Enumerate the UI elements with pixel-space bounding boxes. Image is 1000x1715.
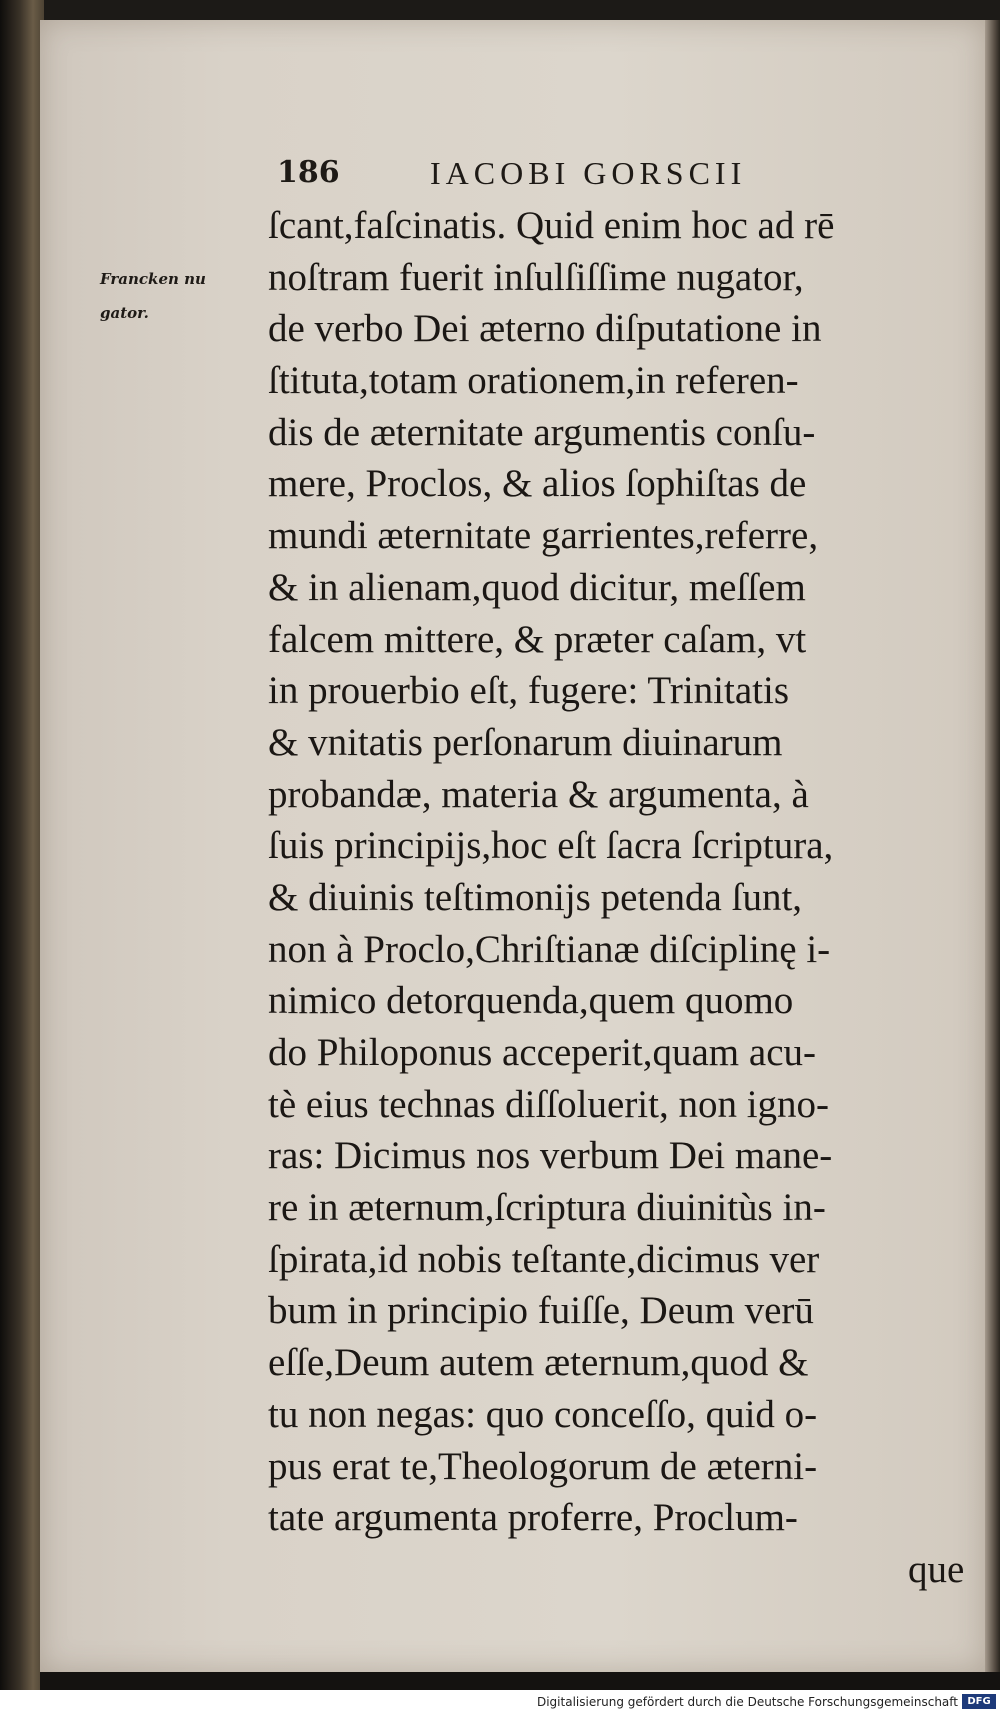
text-line: & diuinis teſtimonijs petenda ſunt, — [268, 875, 803, 919]
running-head — [40, 155, 985, 205]
marginal-note — [100, 262, 250, 330]
text-line: bum in principio fuiſſe, Deum verū — [268, 1289, 814, 1333]
dfg-logo: DFG — [962, 1694, 996, 1709]
text-line: ſuis principijs,hoc eſt ſacra ſcriptura, — [268, 824, 834, 868]
text-line: do Philoponus acceperit,quam acu- — [268, 1031, 816, 1074]
text-line: tate argumenta proferre, Proclum- — [268, 1496, 798, 1540]
running-title: IACOBI GORSCII — [430, 155, 747, 191]
text-line: & in alienam,quod dicitur, meſſem — [268, 565, 806, 609]
text-line: non à Proclo,Chriſtianæ diſciplinę i- — [268, 927, 831, 971]
body-text — [268, 203, 983, 1599]
page-edge-right — [985, 20, 1000, 1672]
text-line: mere, Proclos, & alios ſophiſtas de — [268, 462, 807, 506]
text-line: de verbo Dei æterno diſputatione in — [268, 307, 822, 351]
text-line: tu non negas: quo conceſſo, quid o- — [268, 1392, 818, 1436]
text-line: re in æternum,ſcriptura diuinitùs in- — [268, 1186, 826, 1230]
text-line: ſpirata,id nobis teſtante,dicimus ver — [268, 1237, 820, 1281]
funding-notice: Digitalisierung gefördert durch die Deutsche Forschungsgemeinschaft — [536, 1695, 958, 1709]
catchword: que — [908, 1547, 965, 1591]
text-line: ras: Dicimus nos verbum Dei mane- — [268, 1134, 833, 1178]
text-line: falcem mittere, & præter caſam, vt — [268, 617, 807, 661]
text-line: in prouerbio eſt, fugere: Trinitatis — [268, 669, 790, 713]
page-number: 186 — [277, 155, 340, 190]
text-line: & vnitatis perſonarum diuinarum — [268, 720, 783, 764]
text-line: nimico detorquenda,quem quomo — [268, 979, 794, 1023]
text-line: noſtram fuerit inſulſiſſime nugator, — [268, 255, 804, 299]
margin-note-line: gator. — [100, 304, 149, 322]
text-line: tè eius technas diſſoluerit, non igno- — [268, 1082, 830, 1126]
text-line: eſſe,Deum autem æternum,quod & — [268, 1341, 809, 1385]
text-line: probandæ, materia & argumenta, à — [268, 772, 809, 816]
text-line: mundi æternitate garrientes,referre, — [268, 514, 819, 558]
footer-bar — [0, 1690, 1000, 1715]
text-line: ſtituta,totam orationem,in referen- — [268, 359, 799, 403]
text-line: ſcant,faſcinatis. Quid enim hoc ad rē — [268, 204, 835, 247]
book-page — [40, 20, 985, 1672]
text-line: dis de æternitate argumentis conſu- — [268, 410, 816, 454]
margin-note-line: Francken nu — [100, 270, 206, 288]
book-spine-edge — [0, 0, 44, 1690]
scan-bottom-border — [40, 1672, 1000, 1690]
text-line: pus erat te,Theologorum de æterni- — [268, 1444, 818, 1488]
